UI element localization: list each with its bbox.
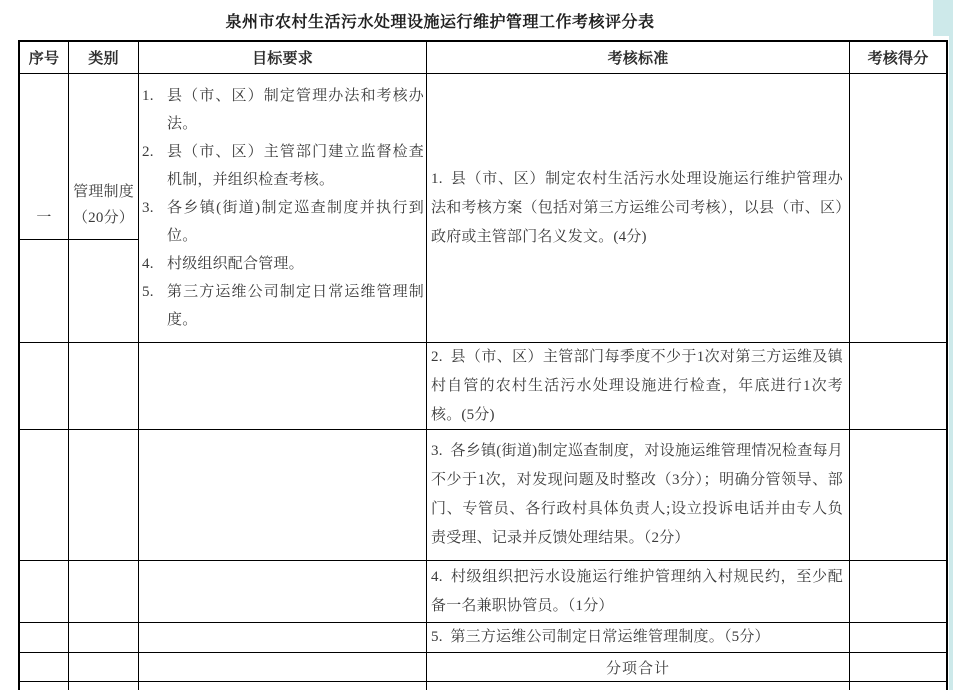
cell-empty: [20, 343, 69, 430]
header-cell-standard: 考核标准: [427, 42, 850, 74]
cell-score-1: [850, 74, 946, 343]
cell-score-4: [850, 561, 946, 623]
cell-empty: [139, 430, 427, 561]
goal-item-number: 5.: [142, 284, 154, 300]
cell-score-5: [850, 623, 946, 653]
cell-empty: [69, 430, 139, 561]
cell-score-2: [850, 343, 946, 430]
goal-item-number: 4.: [142, 256, 154, 272]
goal-item-number: 2.: [142, 144, 154, 160]
cell-empty: [69, 682, 139, 690]
goal-item: [142, 82, 424, 138]
header-cell-goal: 目标要求: [139, 42, 427, 74]
assessment-table: [18, 40, 948, 690]
goal-item: [142, 250, 424, 278]
header-cell-index: 序号: [20, 42, 69, 74]
cell-empty: [20, 430, 69, 561]
scrollbar-corner-block[interactable]: [933, 0, 953, 36]
cell-standard-2: [427, 343, 850, 430]
goal-item: [142, 194, 424, 250]
goal-item-text: 县（市、区）制定管理办法和考核办法。: [167, 88, 424, 132]
goal-item: [142, 278, 424, 334]
cell-empty: [139, 561, 427, 623]
cell-empty: [139, 623, 427, 653]
category-name: 管理制度: [73, 184, 134, 200]
goal-item-text: 县（市、区）主管部门建立监督检查机制，并组织检查考核。: [167, 144, 424, 188]
standard-text: 4. 村级组织把污水设施运行维护管理纳入村规民约，至少配备一名兼职协管员。（1分）: [431, 568, 843, 614]
scrollbar-strip[interactable]: [949, 36, 953, 690]
cell-empty: [69, 561, 139, 623]
cell-standard-5: [427, 623, 850, 653]
goal-item: [142, 138, 424, 194]
goal-item-text: 各乡镇(街道)制定巡查制度并执行到位。: [167, 200, 424, 244]
cell-empty: [20, 623, 69, 653]
header-cell-category: 类别: [69, 42, 139, 74]
cell-score-3: [850, 430, 946, 561]
cell-empty: [139, 343, 427, 430]
cell-category: [69, 74, 139, 240]
goal-item-text: 村级组织配合管理。: [167, 256, 304, 272]
standard-text: 3. 各乡镇(街道)制定巡查制度，对设施运维管理情况检查每月不少于1次，对发现问题及时整改（3分）；明确分管领导、部门、专管员、各行政村具体负责人;设立投诉电话并由专人负责受理、记录并反馈处理结果。（2分）: [431, 443, 843, 546]
cell-empty: [850, 682, 946, 690]
cell-goals: [139, 74, 427, 343]
header-cell-score: 考核得分: [850, 42, 946, 74]
cell-standard-3: [427, 430, 850, 561]
cell-standard-1: [427, 74, 850, 343]
cell-empty: [69, 240, 139, 343]
category-score: （20分）: [72, 210, 134, 226]
cell-serial-number: 一: [20, 74, 69, 240]
standard-text: 5. 第三方运维公司制定日常运维管理制度。（5分）: [431, 629, 770, 645]
page-title: 泉州市农村生活污水处理设施运行维护管理工作考核评分表: [225, 14, 655, 31]
goal-item-text: 第三方运维公司制定日常运维管理制度。: [167, 284, 424, 328]
cell-empty: [20, 561, 69, 623]
cell-empty: [20, 653, 69, 682]
cell-empty: [139, 682, 427, 690]
cell-standard-4: [427, 561, 850, 623]
cell-empty: [427, 682, 850, 690]
cell-empty: [20, 240, 69, 343]
goal-item-number: 3.: [142, 200, 154, 216]
cell-empty: [20, 682, 69, 690]
standard-text: 2. 县（市、区）主管部门每季度不少于1次对第三方运维及镇村自管的农村生活污水处理设施进行检查，年底进行1次考核。(5分): [431, 348, 843, 423]
cell-score-subtotal: [850, 653, 946, 682]
cell-empty: [69, 623, 139, 653]
cell-empty: [69, 343, 139, 430]
goal-item-number: 1.: [142, 88, 154, 104]
cell-empty: [69, 653, 139, 682]
cell-subtotal: 分项合计: [427, 653, 850, 682]
cell-empty: [139, 653, 427, 682]
standard-text: 1. 县（市、区）制定农村生活污水处理设施运行维护管理办法和考核方案（包括对第三方运维公司考核），以县（市、区）政府或主管部门名义发文。(4分): [431, 170, 843, 245]
